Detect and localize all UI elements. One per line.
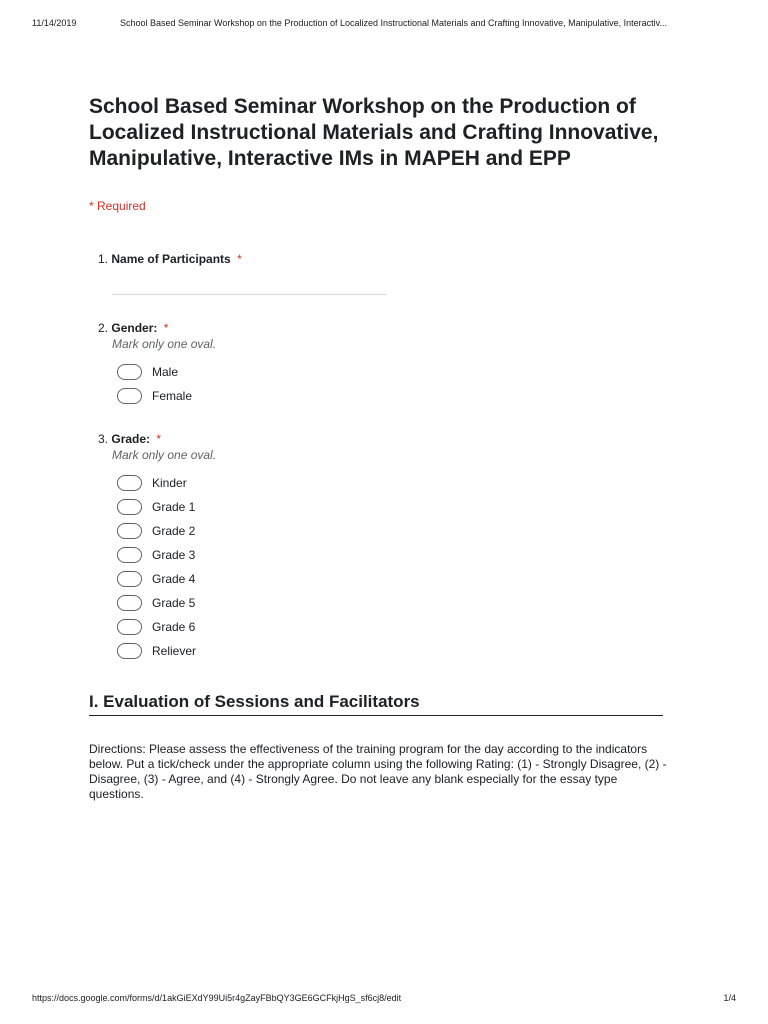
print-page-number: 1/4: [723, 993, 736, 1003]
option-female[interactable]: [117, 384, 216, 408]
option-label: Grade 3: [152, 548, 196, 562]
radio-oval[interactable]: [117, 364, 142, 380]
option-grade-2[interactable]: [117, 519, 216, 543]
radio-oval[interactable]: [117, 547, 142, 563]
option-label: Grade 6: [152, 620, 196, 634]
option-label: Grade 2: [152, 524, 196, 538]
option-reliever[interactable]: [117, 639, 216, 663]
question-title: [98, 320, 216, 336]
radio-oval[interactable]: [117, 523, 142, 539]
radio-oval[interactable]: [117, 595, 142, 611]
radio-oval[interactable]: [117, 643, 142, 659]
section-title: I. Evaluation of Sessions and Facilitators: [89, 691, 663, 716]
option-grade-6[interactable]: [117, 615, 216, 639]
name-answer-field[interactable]: [112, 294, 387, 295]
radio-oval[interactable]: [117, 571, 142, 587]
print-url: https://docs.google.com/forms/d/1akGiEXdY99Ui5r4gZayFBbQY3GE6GCFkjHgS_sf6cj8/edit: [32, 993, 402, 1003]
question-hint: Mark only one oval.: [112, 448, 217, 462]
section-directions: Directions: Please assess the effectiveness of the training program for the day according to the indicators below. Put a tick/check under the appropriate column using the following Rating: (1) - Strongly Disagree, (2) - Disagree, (3) - Agree, and (4) - Strongly Agree. Do not leave any blank especially for the essay type questions.: [89, 742, 667, 801]
required-asterisk: *: [237, 252, 242, 266]
option-label: Reliever: [152, 644, 197, 658]
question-label: Name of Participants: [111, 252, 231, 266]
option-kinder[interactable]: [117, 471, 216, 495]
option-label: Female: [152, 389, 193, 403]
question-name-of-participants: [98, 251, 242, 267]
print-page-title: School Based Seminar Workshop on the Production of Localized Instructional Materials and Crafting Innovative, Manipulative, Interactiv...: [120, 18, 667, 28]
option-label: Grade 5: [152, 596, 196, 610]
option-male[interactable]: [117, 360, 216, 384]
option-grade-1[interactable]: [117, 495, 216, 519]
required-asterisk: *: [156, 432, 162, 446]
option-label: Grade 1: [152, 500, 196, 514]
radio-oval[interactable]: [117, 619, 142, 635]
option-grade-3[interactable]: [117, 543, 216, 567]
radio-oval[interactable]: [117, 499, 142, 515]
print-date: 11/14/2019: [32, 18, 77, 28]
option-label: Grade 4: [152, 572, 196, 586]
question-gender: [98, 320, 216, 408]
option-grade-4[interactable]: [117, 567, 216, 591]
option-label: Kinder: [152, 476, 187, 490]
option-grade-5[interactable]: [117, 591, 216, 615]
print-footer: [0, 993, 768, 1007]
question-hint: Mark only one oval.: [112, 337, 217, 351]
required-note: * Required: [89, 199, 146, 213]
form-title: School Based Seminar Workshop on the Production of Localized Instructional Materials and Crafting Innovative, Manipulative, Interactive IMs in MAPEH and EPP: [89, 95, 659, 170]
question-grade: [98, 431, 216, 663]
print-header: [0, 18, 768, 32]
radio-oval[interactable]: [117, 388, 142, 404]
question-title: [98, 431, 216, 447]
option-list: [117, 471, 216, 663]
question-number: 2.: [98, 321, 109, 335]
question-label: Grade:: [111, 432, 151, 446]
option-label: Male: [152, 365, 179, 379]
question-number: 1.: [98, 252, 109, 266]
question-title: [98, 251, 242, 267]
question-number: 3.: [98, 432, 109, 446]
question-label: Gender:: [111, 321, 158, 335]
option-list: [117, 360, 216, 408]
required-asterisk: *: [163, 321, 169, 335]
radio-oval[interactable]: [117, 475, 142, 491]
